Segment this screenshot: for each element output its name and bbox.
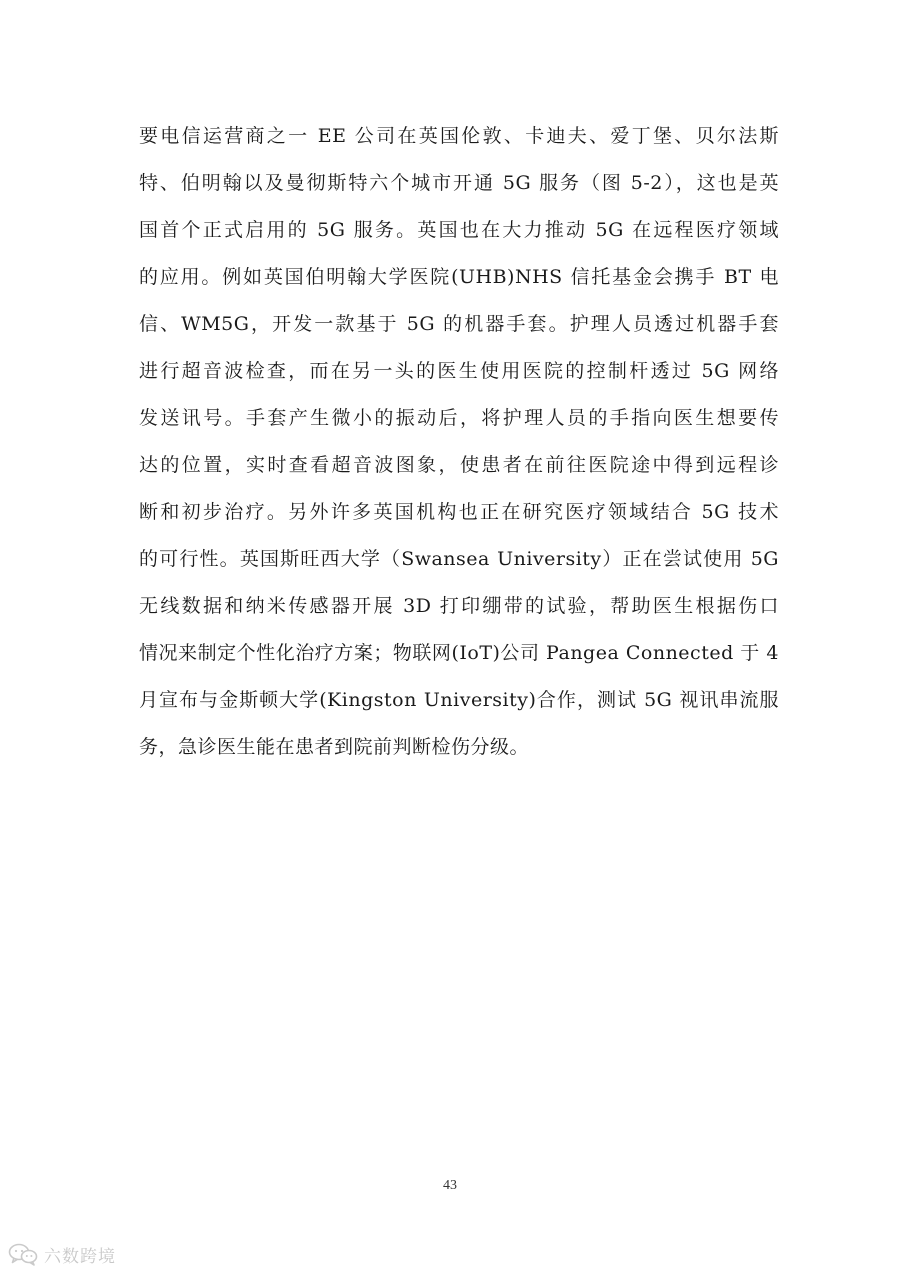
paragraph-line-12: 情况来制定个性化治疗方案；物联网(IoT)公司 Pangea Connected 于 4	[139, 642, 779, 664]
paragraph-line-8: 达的位置，实时查看超音波图象，使患者在前往医院途中得到远程诊	[139, 454, 779, 476]
paragraph-line-14: 务，急诊医生能在患者到院前判断检伤分级。	[139, 736, 530, 758]
paragraph-line-6: 进行超音波检查，而在另一头的医生使用医院的控制杆透过 5G 网络	[139, 360, 779, 382]
paragraph-line-11: 无线数据和纳米传感器开展 3D 打印绷带的试验，帮助医生根据伤口	[139, 595, 779, 617]
paragraph-line-4: 的应用。例如英国伯明翰大学医院(UHB)NHS 信托基金会携手 BT 电	[139, 266, 779, 288]
paragraph-line-13: 月宣布与金斯顿大学(Kingston University)合作，测试 5G 视讯串流服	[139, 689, 779, 711]
page-number: 43	[443, 1178, 457, 1193]
paragraph-line-3: 国首个正式启用的 5G 服务。英国也在大力推动 5G 在远程医疗领域	[139, 219, 779, 241]
watermark-text: 六数跨境	[44, 1246, 116, 1267]
paragraph-line-2: 特、伯明翰以及曼彻斯特六个城市开通 5G 服务（图 5-2），这也是英	[139, 172, 779, 194]
paragraph-line-7: 发送讯号。手套产生微小的振动后，将护理人员的手指向医生想要传	[139, 407, 779, 429]
paragraph-line-9: 断和初步治疗。另外许多英国机构也正在研究医疗领域结合 5G 技术	[139, 501, 779, 523]
paragraph-line-5: 信、WM5G，开发一款基于 5G 的机器手套。护理人员透过机器手套	[139, 313, 779, 335]
paragraph-line-1: 要电信运营商之一 EE 公司在英国伦敦、卡迪夫、爱丁堡、贝尔法斯	[139, 125, 779, 147]
paragraph-line-10: 的可行性。英国斯旺西大学（Swansea University）正在尝试使用 5G	[139, 548, 779, 570]
watermark	[8, 1240, 116, 1268]
wechat-logo-icon	[8, 1242, 38, 1266]
body-paragraph	[139, 113, 779, 771]
